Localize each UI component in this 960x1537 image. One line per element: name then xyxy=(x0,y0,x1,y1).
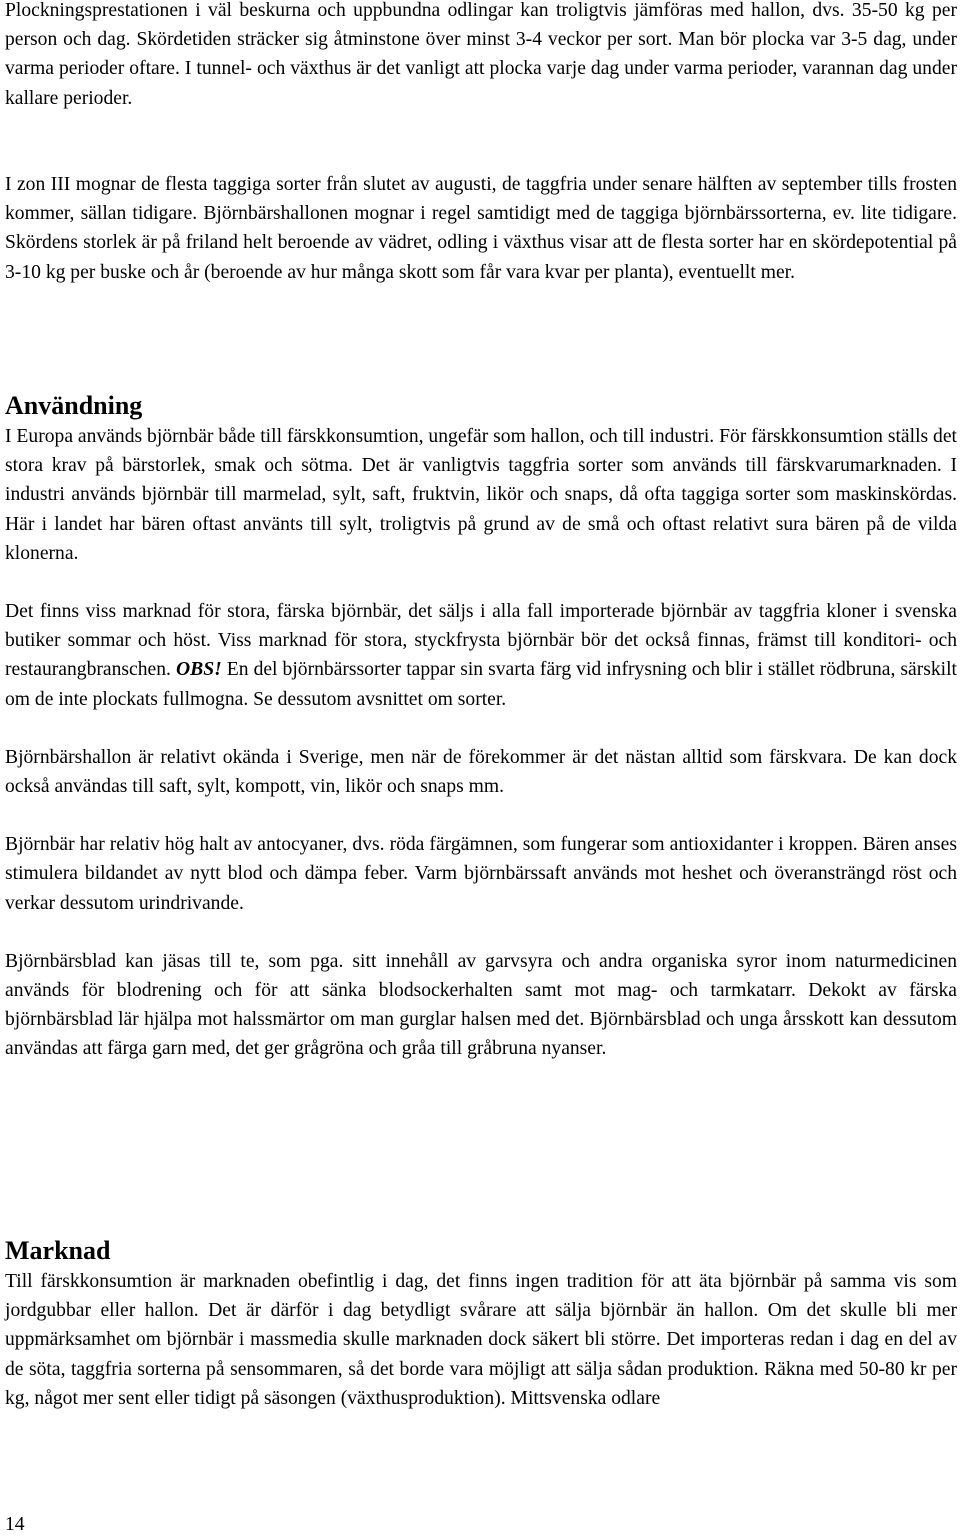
obs-emphasis: OBS! xyxy=(175,659,222,681)
section-anvandning xyxy=(5,422,957,1064)
section-marknad xyxy=(5,1267,957,1413)
anvandning-p2-text-after: En del björnbärssorter tappar sin svarta färg vid infrysning och blir i stället rödbruna, särskilt om de inte plockats fullmogna. Se dessutom avsnittet om sorter. xyxy=(5,659,957,710)
anvandning-paragraph-4: Björnbär har relativ hög halt av antocyaner, dvs. röda färgämnen, som fungerar som antioxidanter i kroppen. Bären anses stimulera bildandet av nytt blod och dämpa feber. Varm björnbärssaft används mot heshet och överansträngd röst och verkar dessutom urindrivande. xyxy=(5,834,957,914)
marknad-paragraph-1: Till färskkonsumtion är marknaden obefintlig i dag, det finns ingen tradition för att äta björnbär på samma vis som jordgubbar eller hallon. Det är därför i dag betydligt svårare att sälja björnbär än hallon. Om det skulle bli mer uppmärksamhet om björnbär i massmedia skulle marknaden dock säkert bli större. Det importeras redan i dag en del av de söta, taggfria sorterna på sensommaren, så det borde vara möjligt att sälja sådan produktion. Räkna med 50-80 kr per kg, något mer sent eller tidigt på säsongen (växthusproduktion). Mittsvenska odlare xyxy=(5,1271,957,1409)
anvandning-paragraph-2 xyxy=(5,597,957,714)
anvandning-paragraph-3: Björnbärshallon är relativt okända i Sverige, men när de förekommer är det nästan alltid som färskvara. De kan dock också användas till saft, sylt, kompott, vin, likör och snaps mm. xyxy=(5,746,957,798)
page-number: 14 xyxy=(5,1514,25,1535)
anvandning-paragraph-5: Björnbärsblad kan jäsas till te, som pga. sitt innehåll av garvsyra och andra organiska syror inom naturmedicinen används för blodrening och för att sänka blodsockerhalten samt mot mag- och tarmkatarr. Dekokt av färska björnbärsblad lär hjälpa mot halssmärtor om man gurglar halsen med det. Björnbärsblad och unga årsskott kan dessutom användas att färga garn med, det ger grågröna och gråa till gråbruna nyanser. xyxy=(5,950,957,1060)
anvandning-paragraph-1: I Europa används björnbär både till färskkonsumtion, ungefär som hallon, och till industri. För färskkonsumtion ställs det stora krav på bärstorlek, smak och sötma. Det är vanligtvis taggfria sorter som används till färskvarumarknaden. I industri används björnbär till marmelad, sylt, saft, fruktvin, likör och snaps, då ofta taggiga sorter som maskinskördas. Här i landet har bären oftast använts till sylt, troligtvis på grund av de små och oftast relativt sura bären på de vilda klonerna. xyxy=(5,426,957,564)
heading-anvandning: Användning xyxy=(5,391,143,420)
intro-paragraph-2: I zon III mognar de flesta taggiga sorter från slutet av augusti, de taggfria under senare hälften av september tills frosten kommer, sällan tidigare. Björnbärshallonen mognar i regel samtidigt med de taggiga björnbärssorterna, ev. lite tidigare. Skördens storlek är på friland helt beroende av vädret, odling i växthus visar att de flesta sorter har en skördepotential på 3-10 kg per buske och år (beroende av hur många skott som får vara kvar per planta), eventuellt mer. xyxy=(5,174,957,283)
anvandning-p2-text-before: Det finns viss marknad för stora, färska björnbär, det säljs i alla fall importerade björnbär av taggfria kloner i svenska butiker sommar och höst. Viss marknad för stora, styckfrysta björnbär bör det också finnas, främst till konditori- och restaurangbranschen. xyxy=(5,601,957,681)
heading-marknad: Marknad xyxy=(5,1236,111,1265)
intro-paragraph-1: Plockningsprestationen i väl beskurna och uppbundna odlingar kan troligtvis jämföras med hallon, dvs. 35-50 kg per person och dag. Skördetiden sträcker sig åtminstone över minst 3-4 veckor per sort. Man bör plocka var 3-5 dag, under varma perioder oftare. I tunnel- och växthus är det vanligt att plocka varje dag under varma perioder, varannan dag under kallare perioder. xyxy=(5,0,957,109)
